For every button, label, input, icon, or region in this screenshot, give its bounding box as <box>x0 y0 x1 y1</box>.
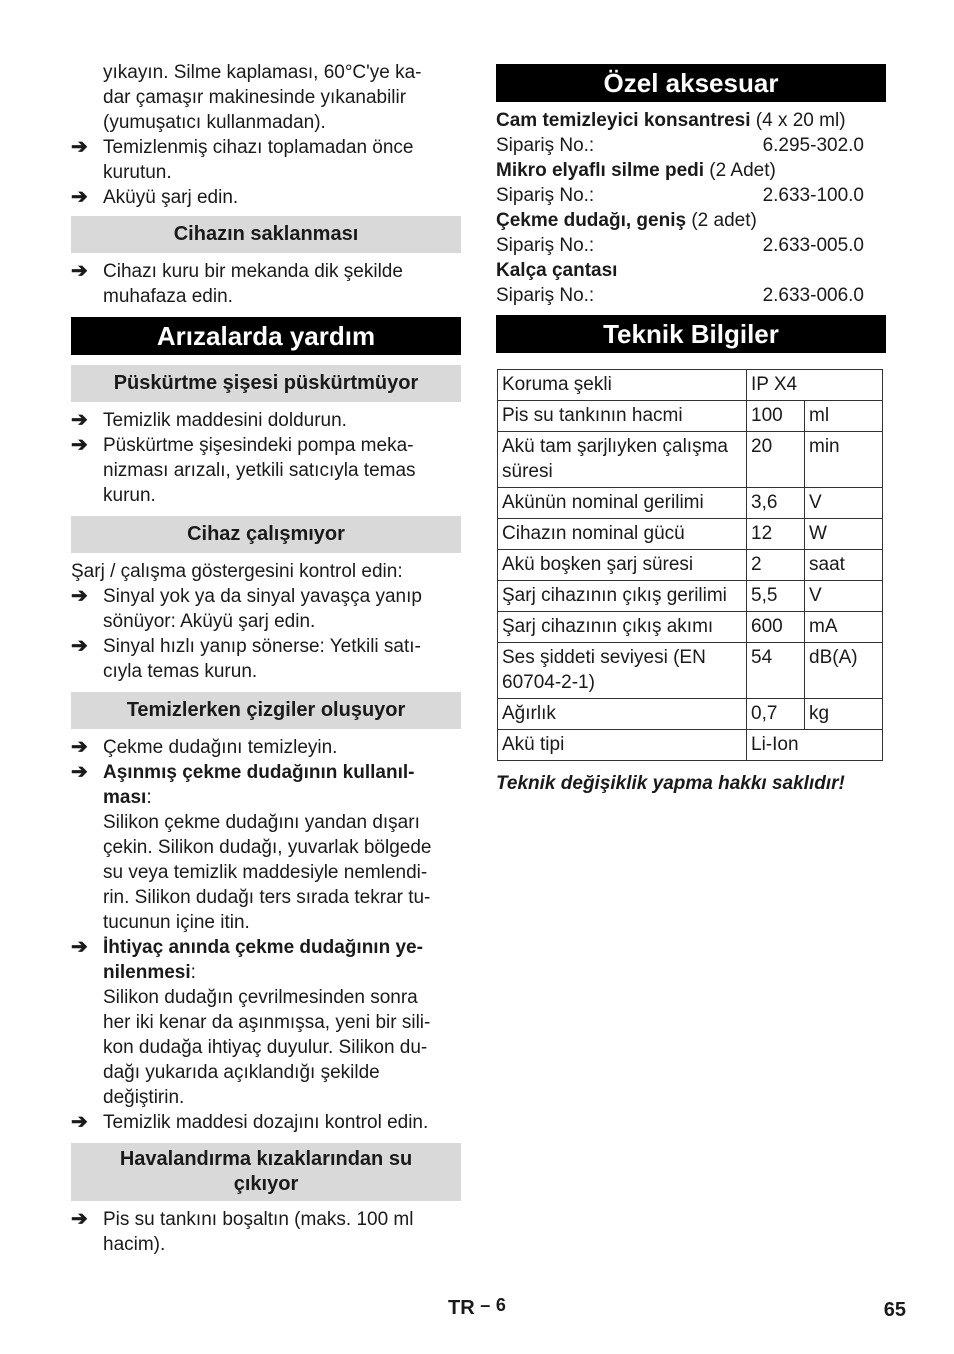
spec-value: 100 <box>747 401 805 432</box>
spec-label: Akü boşken şarj süresi <box>498 550 747 581</box>
arrow-icon: ➔ <box>71 434 88 456</box>
arrow-icon: ➔ <box>71 761 88 783</box>
accessory-item: Mikro elyaflı silme pedi (2 Adet) Sipariş No.: 2.633-100.0 <box>496 160 864 206</box>
arrow-icon: ➔ <box>71 260 88 282</box>
spec-value: 54 <box>747 643 805 699</box>
arrow-icon: ➔ <box>71 186 88 208</box>
bullet-item: ➔ Temizlik maddesini doldurun. <box>71 409 347 431</box>
accessory-item: Cam temizleyici konsantresi (4 x 20 ml) Sipariş No.: 6.295-302.0 <box>496 110 864 156</box>
section-heading-spray: Püskürtme şişesi püskürtmüyor <box>71 365 461 402</box>
spec-value: IP X4 <box>747 370 883 401</box>
bullet-item: ➔ İhtiyaç anında çekme dudağının ye- nilenmesi: Silikon dudağın çevrilmesinden sonra her iki kenar da aşınmışsa, yeni bir sili- kon dudağa ihtiyaç duyulur. Silikon du- dağı yukarıda açıklandığı şekilde değiştirin. <box>71 936 431 1108</box>
right-column <box>496 64 886 796</box>
spec-row <box>498 730 883 761</box>
section-heading-storage: Cihazın saklanması <box>71 216 461 253</box>
spec-unit: V <box>805 581 883 612</box>
spec-row <box>498 612 883 643</box>
spec-row <box>498 370 883 401</box>
arrow-icon: ➔ <box>71 936 88 958</box>
accessory-item: Kalça çantası Sipariş No.: 2.633-006.0 <box>496 260 864 306</box>
spec-label: Cihazın nominal gücü <box>498 519 747 550</box>
spec-row <box>498 488 883 519</box>
arrow-icon: ➔ <box>71 736 88 758</box>
spec-unit: dB(A) <box>805 643 883 699</box>
spec-unit: V <box>805 488 883 519</box>
arrow-icon: ➔ <box>71 409 88 431</box>
not-working-intro: Şarj / çalışma göstergesini kontrol edin: <box>71 561 403 582</box>
spec-value: 12 <box>747 519 805 550</box>
left-column <box>71 60 461 1257</box>
spec-row <box>498 581 883 612</box>
spec-label: Akü tipi <box>498 730 747 761</box>
spec-value: 3,6 <box>747 488 805 519</box>
spec-unit: mA <box>805 612 883 643</box>
bullet-item: ➔ Aşınmış çekme dudağının kullanıl- ması: Silikon çekme dudağını yandan dışarı çekin. Silikon dudağı, yuvarlak bölgede su veya temizlik maddesiyle nemlendi- rin. Silikon dudağı ters sırada tekrar tu- tucunun içine itin. <box>71 761 432 933</box>
chapter-heading-accessories: Özel aksesuar <box>496 64 886 102</box>
spec-unit: W <box>805 519 883 550</box>
section-heading-not-working: Cihaz çalışmıyor <box>71 516 461 553</box>
spec-label: Pis su tankının hacmi <box>498 401 747 432</box>
spec-value: 20 <box>747 432 805 488</box>
bullet-item: ➔ Püskürtme şişesindeki pompa meka- nizması arızalı, yetkili satıcıyla temas kurun. <box>71 434 416 506</box>
chapter-heading-troubleshooting: Arızalarda yardım <box>71 317 461 355</box>
text-line: (yumuşatıcı kullanmadan). <box>103 112 326 133</box>
spec-row <box>498 519 883 550</box>
spec-value: Li-Ion <box>747 730 883 761</box>
section-heading-vents: Havalandırma kızaklarından su çıkıyor <box>71 1143 461 1201</box>
arrow-icon: ➔ <box>71 136 88 158</box>
accessory-item: Çekme dudağı, geniş (2 adet) Sipariş No.: 2.633-005.0 <box>496 210 864 256</box>
intro-text <box>71 60 461 135</box>
chapter-heading-technical: Teknik Bilgiler <box>496 315 886 353</box>
spec-row <box>498 550 883 581</box>
spec-row <box>498 401 883 432</box>
spec-unit: saat <box>805 550 883 581</box>
spec-row <box>498 699 883 730</box>
spec-value: 2 <box>747 550 805 581</box>
footer-section-marker: TR – 6 <box>448 1295 506 1319</box>
bullet-item: ➔ Sinyal yok ya da sinyal yavaşça yanıp sönüyor: Aküyü şarj edin. <box>71 585 422 632</box>
arrow-icon: ➔ <box>71 585 88 607</box>
bullet-item: ➔ Aküyü şarj edin. <box>71 186 239 208</box>
spec-label: Akünün nominal gerilimi <box>498 488 747 519</box>
spec-label: Ses şiddeti seviyesi (EN 60704-2-1) <box>498 643 747 699</box>
bullet-item: ➔ Temizlik maddesi dozajını kontrol edin. <box>71 1111 429 1133</box>
spec-label: Koruma şekli <box>498 370 747 401</box>
spec-label: Ağırlık <box>498 699 747 730</box>
bullet-item: ➔ Sinyal hızlı yanıp sönerse: Yetkili satı- cıyla temas kurun. <box>71 635 421 682</box>
spec-label: Şarj cihazının çıkış akımı <box>498 612 747 643</box>
spec-value: 5,5 <box>747 581 805 612</box>
accessory-list <box>496 108 886 308</box>
spec-table <box>497 369 883 761</box>
spec-value: 600 <box>747 612 805 643</box>
section-heading-streaks: Temizlerken çizgiler oluşuyor <box>71 692 461 729</box>
bullet-item: ➔ Pis su tankını boşaltın (maks. 100 ml hacim). <box>71 1208 414 1255</box>
spec-unit: ml <box>805 401 883 432</box>
spec-row <box>498 643 883 699</box>
arrow-icon: ➔ <box>71 635 88 657</box>
arrow-icon: ➔ <box>71 1208 88 1230</box>
spec-value: 0,7 <box>747 699 805 730</box>
spec-row <box>498 432 883 488</box>
bullet-item: ➔ Temizlenmiş cihazı toplamadan önce kurutun. <box>71 136 414 183</box>
spec-label: Akü tam şarjlıyken çalışma süresi <box>498 432 747 488</box>
technical-change-note: Teknik değişiklik yapma hakkı saklıdır! <box>496 773 845 794</box>
text-line: dar çamaşır makinesinde yıkanabilir <box>103 87 407 108</box>
page-number: 65 <box>883 1299 906 1321</box>
spec-unit: min <box>805 432 883 488</box>
bullet-item: ➔ Cihazı kuru bir mekanda dik şekilde muhafaza edin. <box>71 260 403 307</box>
text-line: yıkayın. Silme kaplaması, 60°C'ye ka- <box>103 62 422 83</box>
spec-label: Şarj cihazının çıkış gerilimi <box>498 581 747 612</box>
spec-unit: kg <box>805 699 883 730</box>
bullet-item: ➔ Çekme dudağını temizleyin. <box>71 736 338 758</box>
arrow-icon: ➔ <box>71 1111 88 1133</box>
